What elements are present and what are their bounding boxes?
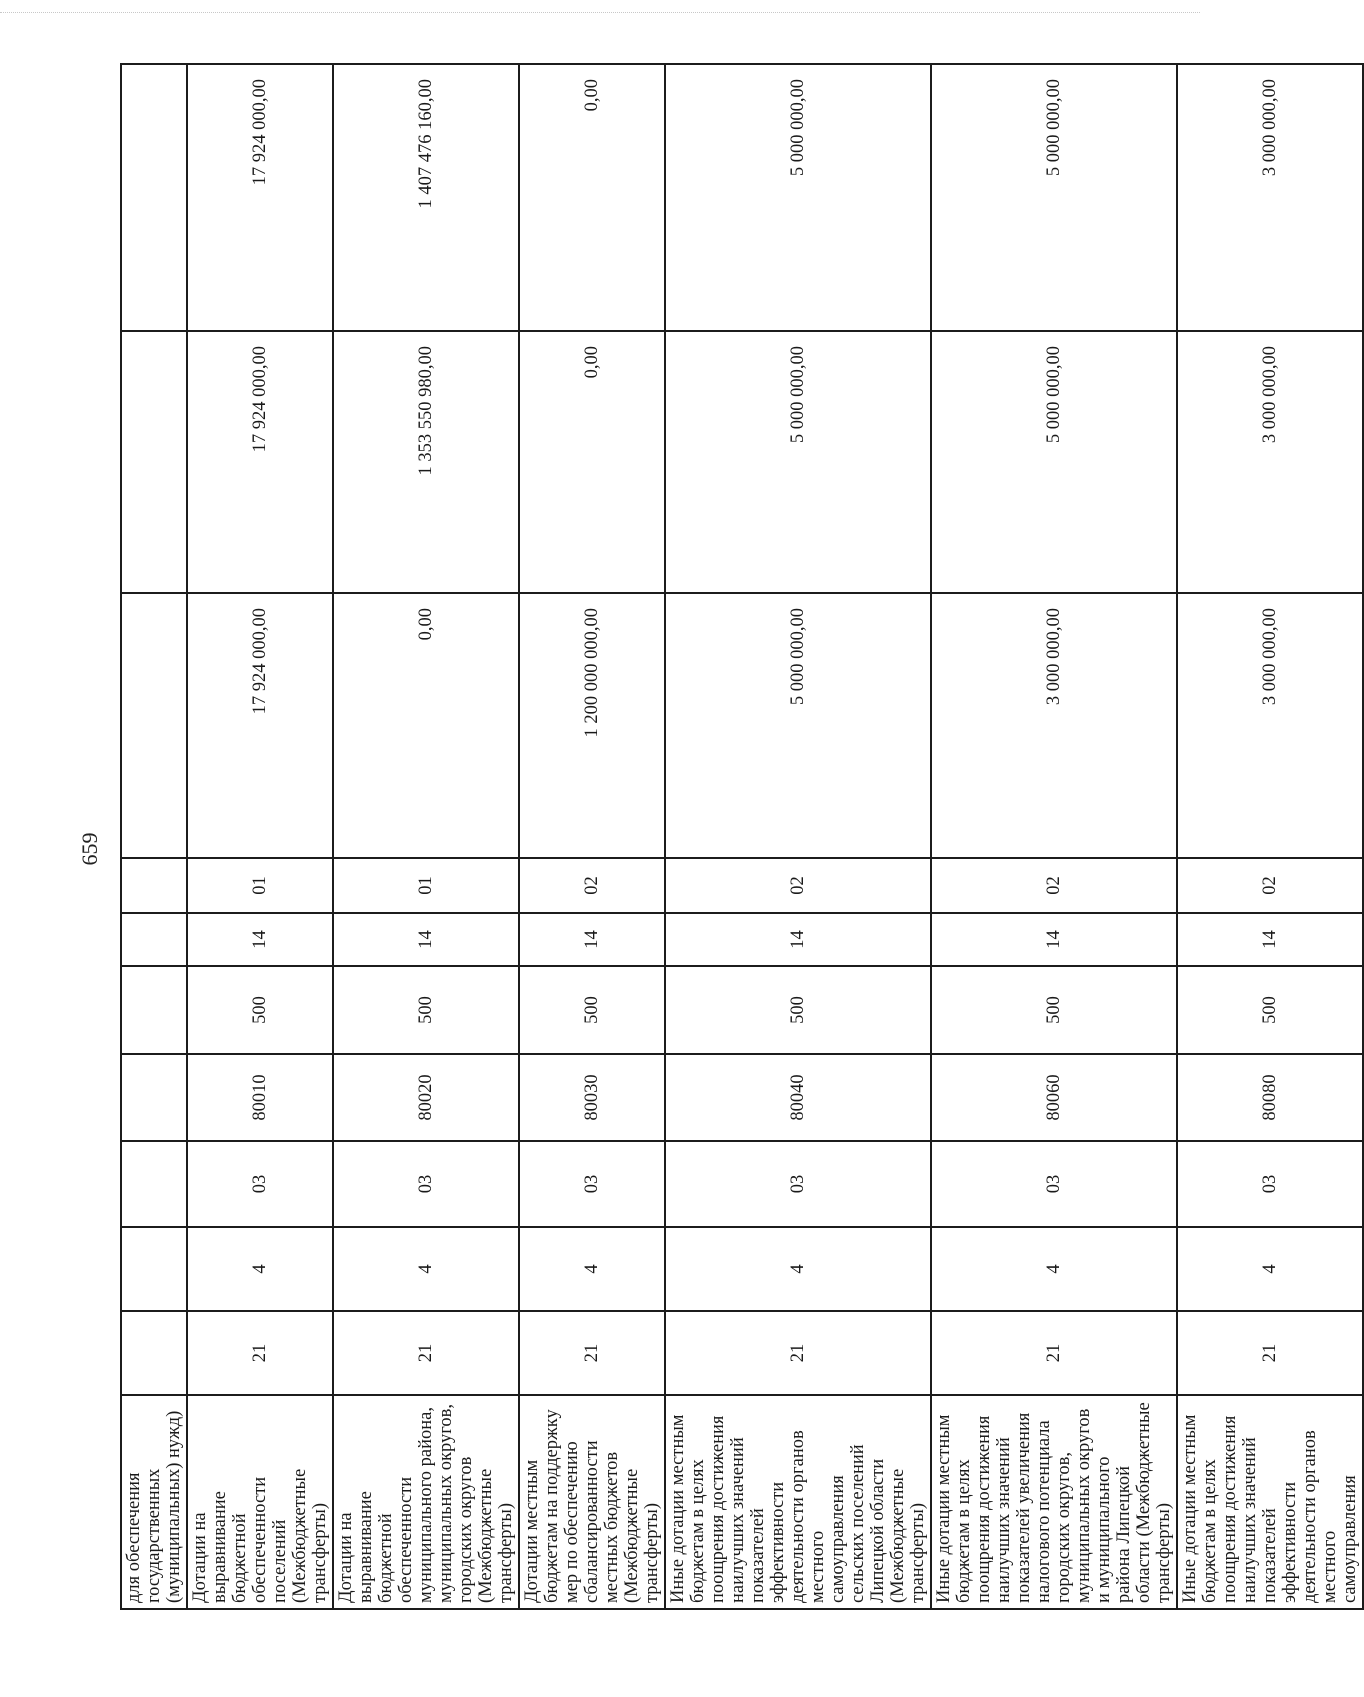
amount-year-1: 5 000 000,00 [665, 593, 931, 858]
program-code: 14 [187, 913, 333, 966]
expense-type-code: 500 [187, 966, 333, 1054]
ved-code: 21 [1177, 1311, 1363, 1395]
podrazdel-code: 03 [333, 1141, 519, 1227]
amount-year-2 [121, 331, 187, 593]
podrazdel-code: 03 [665, 1141, 931, 1227]
subprogram-code: 02 [1177, 858, 1363, 913]
table-row [121, 64, 187, 1609]
row-name: Дотации на выравнивание бюджетной обеспеченности поселений (Межбюджетные трансферты) [187, 1395, 333, 1609]
table-row [931, 64, 1177, 1609]
program-code [121, 913, 187, 966]
budget-table [120, 63, 1364, 1610]
amount-year-3 [121, 64, 187, 331]
razdel-code [121, 1227, 187, 1311]
razdel-code: 4 [187, 1227, 333, 1311]
row-name: Иные дотации местным бюджетам в целях поощрения достижения наилучших значений показателей эффективности деятельности органов местного самоуправления сельских поселений Липецкой области (Межбюджетные трансферты) [665, 1395, 931, 1609]
target-article-code: 80020 [333, 1054, 519, 1141]
ved-code: 21 [665, 1311, 931, 1395]
target-article-code: 80040 [665, 1054, 931, 1141]
expense-type-code: 500 [519, 966, 665, 1054]
target-article-code: 80080 [1177, 1054, 1363, 1141]
expense-type-code: 500 [931, 966, 1177, 1054]
table-row [519, 64, 665, 1609]
amount-year-1: 3 000 000,00 [1177, 593, 1363, 858]
amount-year-2: 5 000 000,00 [931, 331, 1177, 593]
podrazdel-code: 03 [1177, 1141, 1363, 1227]
amount-year-1 [121, 593, 187, 858]
amount-year-2: 0,00 [519, 331, 665, 593]
amount-year-3: 17 924 000,00 [187, 64, 333, 331]
subprogram-code: 02 [665, 858, 931, 913]
amount-year-3: 0,00 [519, 64, 665, 331]
ved-code: 21 [931, 1311, 1177, 1395]
target-article-code: 80030 [519, 1054, 665, 1141]
amount-year-2: 1 353 550 980,00 [333, 331, 519, 593]
razdel-code: 4 [931, 1227, 1177, 1311]
amount-year-3: 3 000 000,00 [1177, 64, 1363, 331]
amount-year-3: 1 407 476 160,00 [333, 64, 519, 331]
program-code: 14 [519, 913, 665, 966]
podrazdel-code: 03 [519, 1141, 665, 1227]
row-name: Иные дотации местным бюджетам в целях поощрения достижения наилучших значений показателей эффективности деятельности органов местного самоуправления [1177, 1395, 1363, 1609]
scan-edge-line [0, 12, 1200, 13]
subprogram-code: 01 [187, 858, 333, 913]
razdel-code: 4 [1177, 1227, 1363, 1311]
expense-type-code: 500 [665, 966, 931, 1054]
row-name: для обеспечения государственных (муниципальных) нужд) [121, 1395, 187, 1609]
podrazdel-code: 03 [187, 1141, 333, 1227]
target-article-code: 80060 [931, 1054, 1177, 1141]
target-article-code: 80010 [187, 1054, 333, 1141]
table-row [187, 64, 333, 1609]
amount-year-2: 17 924 000,00 [187, 331, 333, 593]
program-code: 14 [333, 913, 519, 966]
amount-year-1: 3 000 000,00 [931, 593, 1177, 858]
subprogram-code: 02 [519, 858, 665, 913]
ved-code: 21 [333, 1311, 519, 1395]
budget-table-container [120, 65, 1360, 1610]
expense-type-code: 500 [333, 966, 519, 1054]
razdel-code: 4 [665, 1227, 931, 1311]
ved-code: 21 [187, 1311, 333, 1395]
subprogram-code: 01 [333, 858, 519, 913]
table-row [1177, 64, 1363, 1609]
ved-code [121, 1311, 187, 1395]
amount-year-2: 3 000 000,00 [1177, 331, 1363, 593]
table-row [333, 64, 519, 1609]
row-name: Иные дотации местным бюджетам в целях поощрения достижения наилучших значений показателей увеличения налогового потенциала городских округов, муниципальных округов и муниципального района Липецкой области (Межбюджетные трансферты) [931, 1395, 1177, 1609]
program-code: 14 [931, 913, 1177, 966]
row-name: Дотации местным бюджетам на поддержку мер по обеспечению сбалансированности местных бюджетов (Межбюджетные трансферты) [519, 1395, 665, 1609]
program-code: 14 [665, 913, 931, 966]
table-row [665, 64, 931, 1609]
amount-year-3: 5 000 000,00 [931, 64, 1177, 331]
subprogram-code [121, 858, 187, 913]
amount-year-2: 5 000 000,00 [665, 331, 931, 593]
razdel-code: 4 [519, 1227, 665, 1311]
amount-year-1: 1 200 000 000,00 [519, 593, 665, 858]
amount-year-3: 5 000 000,00 [665, 64, 931, 331]
podrazdel-code [121, 1141, 187, 1227]
page-number: 659 [77, 832, 102, 866]
expense-type-code: 500 [1177, 966, 1363, 1054]
subprogram-code: 02 [931, 858, 1177, 913]
podrazdel-code: 03 [931, 1141, 1177, 1227]
razdel-code: 4 [333, 1227, 519, 1311]
amount-year-1: 0,00 [333, 593, 519, 858]
target-article-code [121, 1054, 187, 1141]
expense-type-code [121, 966, 187, 1054]
program-code: 14 [1177, 913, 1363, 966]
ved-code: 21 [519, 1311, 665, 1395]
row-name: Дотации на выравнивание бюджетной обеспеченности муниципального района, муниципальных округов, городских округов (Межбюджетные трансферты) [333, 1395, 519, 1609]
amount-year-1: 17 924 000,00 [187, 593, 333, 858]
